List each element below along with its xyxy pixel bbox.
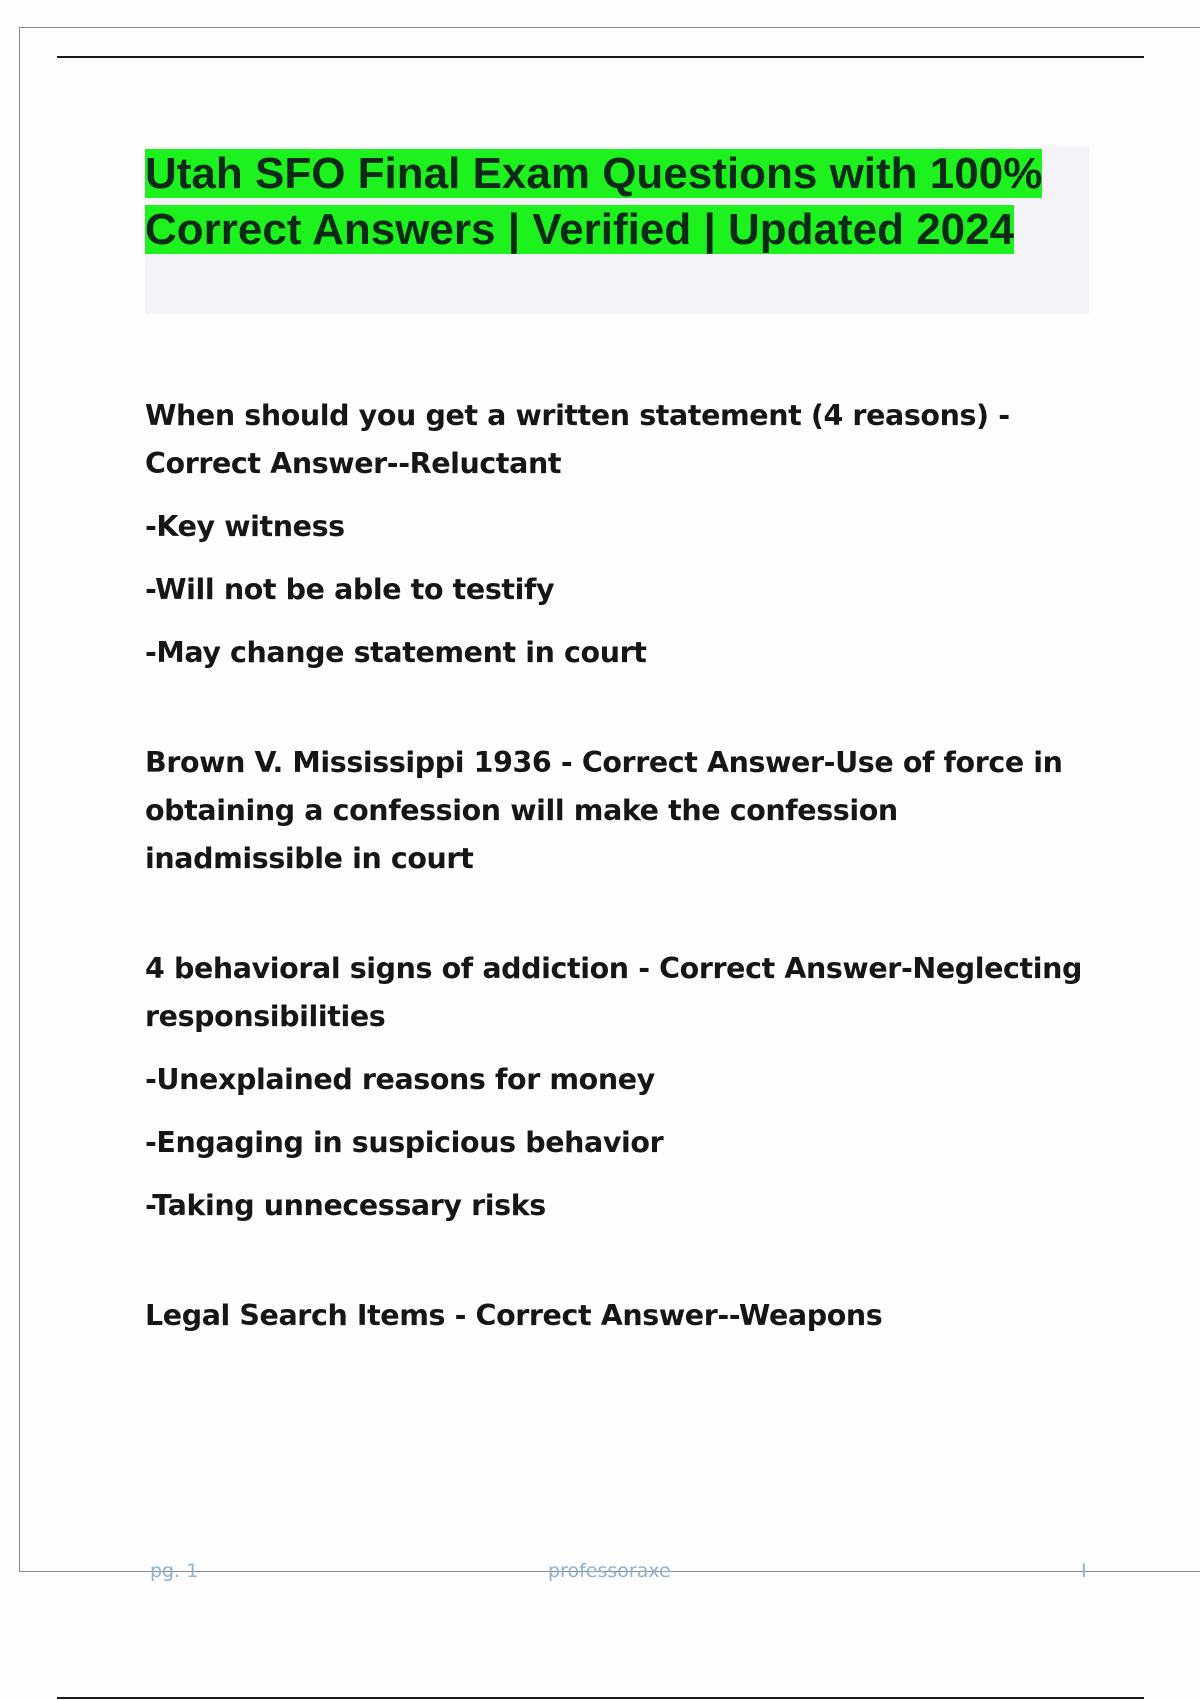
footer-author: professoraxe — [548, 1560, 671, 1582]
question-list — [145, 392, 1095, 1402]
bottom-rule — [57, 1697, 1144, 1699]
answer-item: -Taking unnecessary risks — [145, 1189, 546, 1222]
qa-entry-legal-search-items — [145, 1292, 1095, 1340]
document-title — [145, 146, 1089, 258]
page-footer — [0, 1560, 1200, 1590]
answer-item: -Engaging in suspicious behavior — [145, 1126, 664, 1159]
page-number: pg. 1 — [150, 1560, 199, 1582]
header-rule — [57, 56, 1144, 58]
qa-entry-signs-of-addiction — [145, 945, 1095, 1230]
footer-separator: I — [1081, 1560, 1087, 1582]
answer-item: -Unexplained reasons for money — [145, 1063, 655, 1096]
title-block — [145, 146, 1089, 314]
answer-item: -Key witness — [145, 510, 345, 543]
question-text: Brown V. Mississippi 1936 - Correct Answer-Use of force in obtaining a confession will make the confession inadmissible in court — [145, 746, 1063, 875]
question-text: When should you get a written statement (4 reasons) - Correct Answer--Reluctant — [145, 399, 1010, 480]
question-text: 4 behavioral signs of addiction - Correct Answer-Neglecting responsibilities — [145, 952, 1083, 1033]
qa-entry-written-statement — [145, 392, 1095, 677]
qa-entry-brown-v-mississippi — [145, 739, 1095, 883]
answer-item: -May change statement in court — [145, 636, 647, 669]
answer-item: -Will not be able to testify — [145, 573, 555, 606]
title-highlight: Utah SFO Final Exam Questions with 100% Correct Answers | Verified | Updated 2024 — [145, 149, 1043, 254]
question-text: Legal Search Items - Correct Answer--Weapons — [145, 1299, 883, 1332]
